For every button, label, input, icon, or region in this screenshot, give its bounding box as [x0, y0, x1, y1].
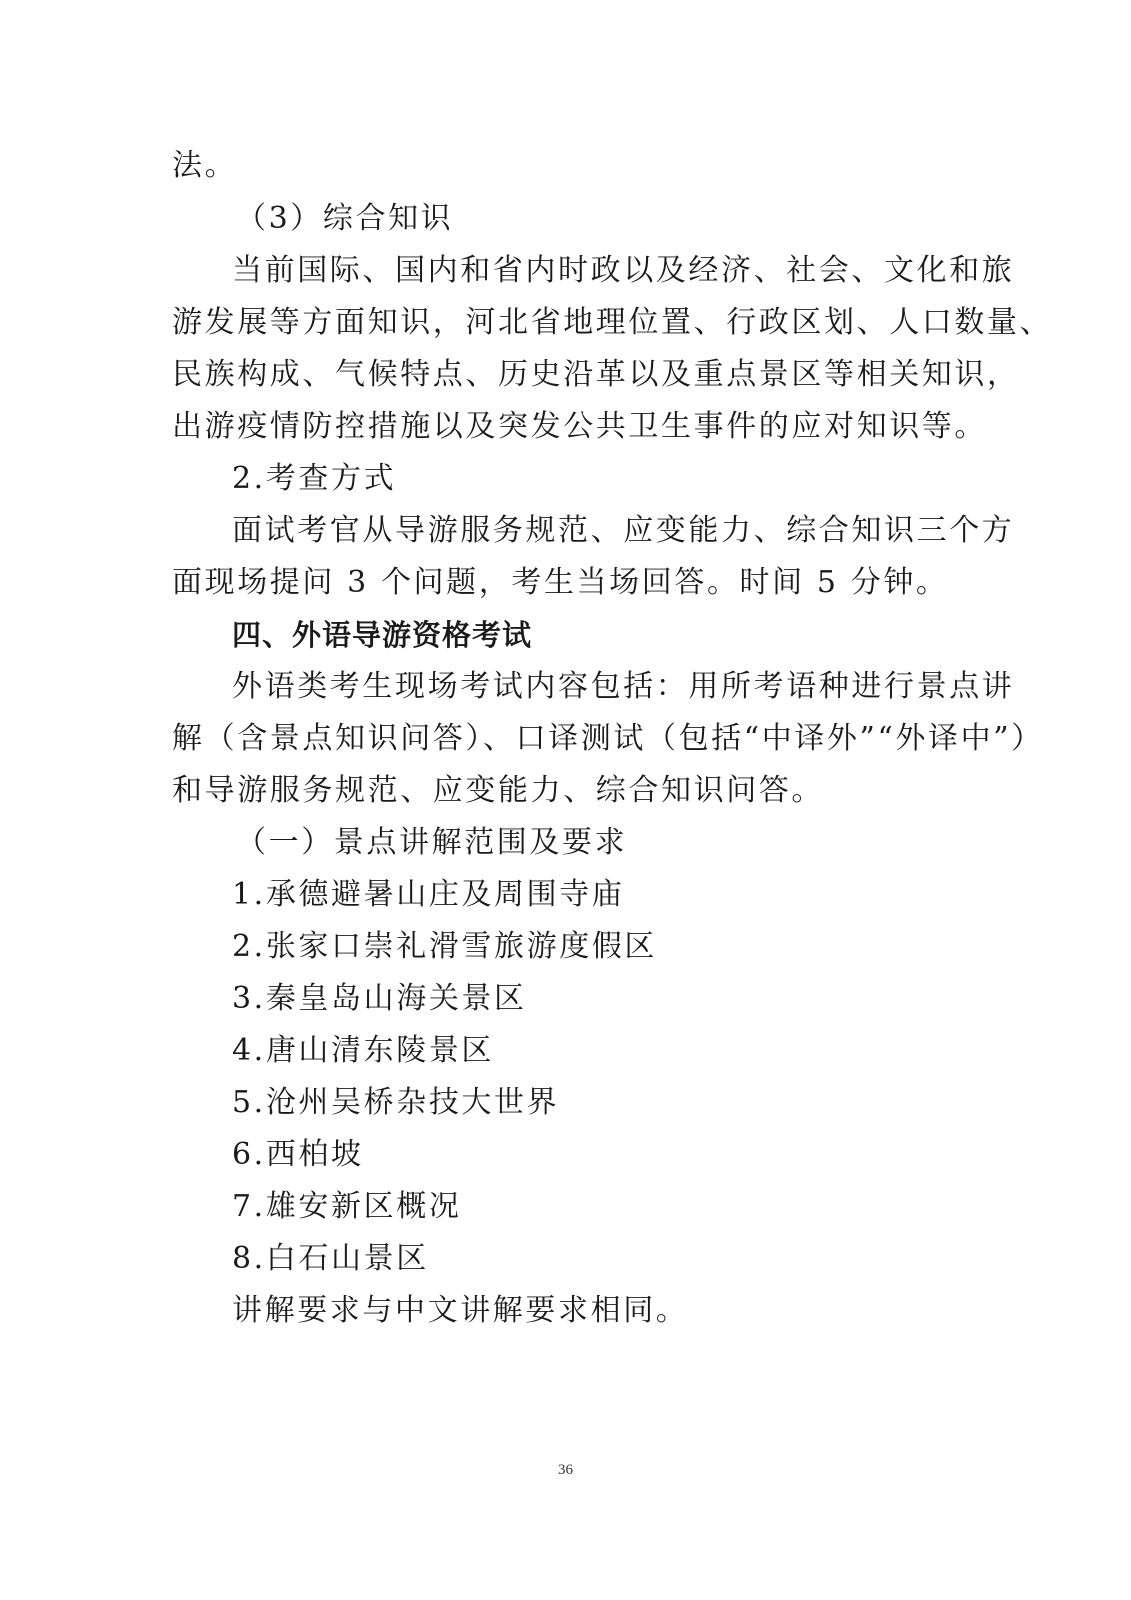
list-item: 5.沧州吴桥杂技大世界 — [232, 1085, 560, 1120]
page-number: 36 — [558, 1462, 573, 1478]
section-heading-exam-method: 2.考查方式 — [232, 461, 397, 496]
list-item: 1.承德避暑山庄及周围寺庙 — [232, 877, 625, 912]
paragraph-line: 和导游服务规范、应变能力、综合知识问答。 — [172, 773, 824, 808]
paragraph-line: 民族构成、气候特点、历史沿革以及重点景区等相关知识， — [172, 357, 1020, 392]
list-item: 2.张家口崇礼滑雪旅游度假区 — [232, 929, 658, 964]
paragraph-line: 当前国际、国内和省内时政以及经济、社会、文化和旅 — [232, 253, 1015, 288]
list-item: 8.白石山景区 — [232, 1241, 429, 1276]
list-item: 4.唐山清东陵景区 — [232, 1033, 495, 1068]
paragraph-line: 出游疫情防控措施以及突发公共卫生事件的应对知识等。 — [172, 409, 987, 444]
paragraph-line: 解（含景点知识问答）、口译测试（包括“中译外”“外译中”） — [172, 721, 1044, 756]
paragraph-line: 讲解要求与中文讲解要求相同。 — [232, 1293, 689, 1328]
paragraph-line: 面试考官从导游服务规范、应变能力、综合知识三个方 — [232, 513, 1015, 548]
paragraph-line: 面现场提问 3 个问题，考生当场回答。时间 5 分钟。 — [172, 565, 949, 600]
list-item: 7.雄安新区概况 — [232, 1189, 462, 1224]
paragraph-line: 游发展等方面知识，河北省地理位置、行政区划、人口数量、 — [172, 305, 1053, 340]
subsection-heading-scenic-spots: （一）景点讲解范围及要求 — [236, 825, 628, 860]
list-item: 3.秦皇岛山海关景区 — [232, 981, 527, 1016]
section-heading-foreign-language-guide: 四、外语导游资格考试 — [232, 618, 533, 652]
list-item: 6.西柏坡 — [232, 1137, 364, 1172]
paragraph-continuation: 法。 — [172, 148, 238, 183]
paragraph-line: 外语类考生现场考试内容包括：用所考语种进行景点讲 — [232, 669, 1015, 704]
section-heading-comprehensive-knowledge: （3）综合知识 — [236, 201, 454, 236]
